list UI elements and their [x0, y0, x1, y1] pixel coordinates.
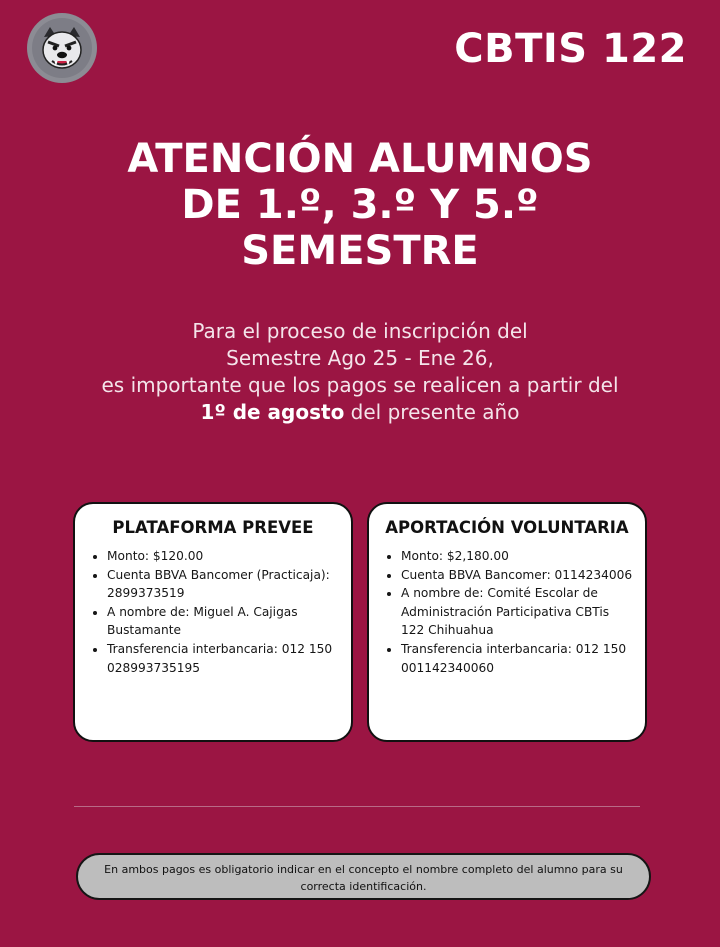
card-item-account: • Cuenta BBVA Bancomer (Practicaja): 2899373519: [107, 566, 339, 603]
card-aportacion-voluntaria: [367, 502, 647, 742]
card-item-clabe: • Transferencia interbancaria: 012 150 028993735195: [107, 640, 339, 677]
headline-line-2: DE 1.º, 3.º Y 5.º: [181, 182, 539, 228]
card-plataforma-prevee: [73, 502, 353, 742]
card-title: PLATAFORMA PREVEE: [112, 518, 314, 537]
divider: [74, 806, 640, 807]
intro-line-4: [0, 399, 720, 426]
card-item-holder: • A nombre de: Miguel A. Cajigas Bustamante: [107, 603, 339, 640]
payment-note: En ambos pagos es obligatorio indicar en el concepto el nombre completo del alumno para su correcta identificación.: [76, 853, 651, 900]
card-details-list: [381, 547, 633, 677]
card-item-amount: • Monto: $2,180.00: [401, 547, 633, 566]
card-item-account: • Cuenta BBVA Bancomer: 0114234006: [401, 566, 633, 585]
intro-paragraph: [0, 318, 720, 426]
card-details-list: [87, 547, 339, 677]
intro-line-4-rest: del presente año: [344, 400, 520, 424]
bulldog-mascot-icon: [31, 17, 93, 79]
card-item-amount: • Monto: $120.00: [107, 547, 339, 566]
headline: [0, 136, 720, 274]
headline-line-1: ATENCIÓN ALUMNOS: [127, 136, 593, 182]
card-item-holder: • A nombre de: Comité Escolar de Administración Participativa CBTis 122 Chihuahua: [401, 584, 633, 640]
card-item-clabe: • Transferencia interbancaria: 012 150 001142340060: [401, 640, 633, 677]
headline-line-3: SEMESTRE: [241, 228, 479, 274]
intro-line-2: Semestre Ago 25 - Ene 26,: [226, 346, 494, 370]
card-title: APORTACIÓN VOLUNTARIA: [385, 518, 629, 537]
intro-line-1: Para el proceso de inscripción del: [192, 319, 528, 343]
intro-date: 1º de agosto: [200, 400, 345, 424]
school-logo: [27, 13, 97, 83]
intro-line-3: es importante que los pagos se realicen a partir del: [101, 373, 619, 397]
school-name: CBTIS 122: [454, 26, 687, 72]
